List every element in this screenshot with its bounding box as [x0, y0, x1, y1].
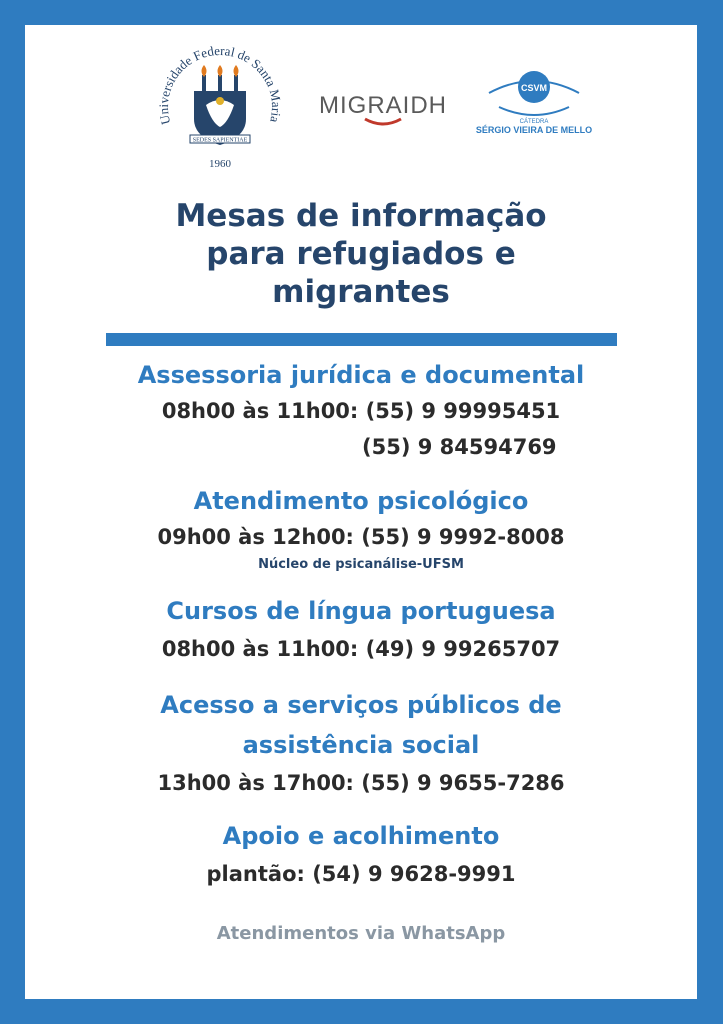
- svg-text:CÁTEDRA: CÁTEDRA: [519, 119, 549, 125]
- divider: [106, 333, 617, 346]
- svg-text:Universidade Federal de Santa: Universidade Federal de Santa Maria: [155, 42, 285, 127]
- ufsm-logo: [150, 35, 290, 175]
- csvm-logo: [469, 63, 599, 143]
- schedule-line: 08h00 às 11h00: (49) 9 99265707: [161, 637, 561, 661]
- title-line: migrantes: [272, 274, 450, 310]
- logo-bar: [25, 35, 697, 185]
- svg-text:SÉRGIO VIEIRA DE MELLO: SÉRGIO VIEIRA DE MELLO: [475, 125, 593, 135]
- schedule-line: 09h00 às 12h00: (55) 9 9992-8008: [157, 525, 565, 549]
- poster: [25, 25, 697, 999]
- section-heading-support: Apoio e acolhimento: [222, 822, 500, 850]
- section-heading-legal: Assessoria jurídica e documental: [137, 361, 585, 389]
- svg-text:1960: 1960: [209, 158, 231, 170]
- section-heading-portuguese: Cursos de língua portuguesa: [166, 597, 556, 625]
- schedule-line: 13h00 às 17h00: (55) 9 9655-7286: [157, 771, 565, 795]
- schedule-line: 08h00 às 11h00: (55) 9 99995451: [161, 399, 561, 423]
- svg-text:CSVM: CSVM: [520, 83, 548, 93]
- page-title: [25, 197, 697, 311]
- section-heading-social-2: assistência social: [242, 731, 480, 759]
- schedule-line: plantão: (54) 9 9628-9991: [206, 862, 516, 886]
- note-text: Núcleo de psicanálise-UFSM: [258, 557, 464, 572]
- migraidh-logo: [313, 85, 453, 129]
- phone-line: (55) 9 84594769: [362, 435, 557, 459]
- section-heading-psychological: Atendimento psicológico: [193, 487, 529, 515]
- svg-text:MIGRAIDH: MIGRAIDH: [319, 92, 447, 119]
- svg-text:SEDES SAPIENTIAE: SEDES SAPIENTIAE: [192, 137, 248, 144]
- section-heading-social: Acesso a serviços públicos de: [160, 691, 562, 719]
- title-line: para refugiados e: [206, 236, 516, 272]
- torch-icon: [202, 65, 239, 91]
- footer-text: Atendimentos via WhatsApp: [216, 923, 506, 944]
- title-line: Mesas de informação: [175, 198, 547, 234]
